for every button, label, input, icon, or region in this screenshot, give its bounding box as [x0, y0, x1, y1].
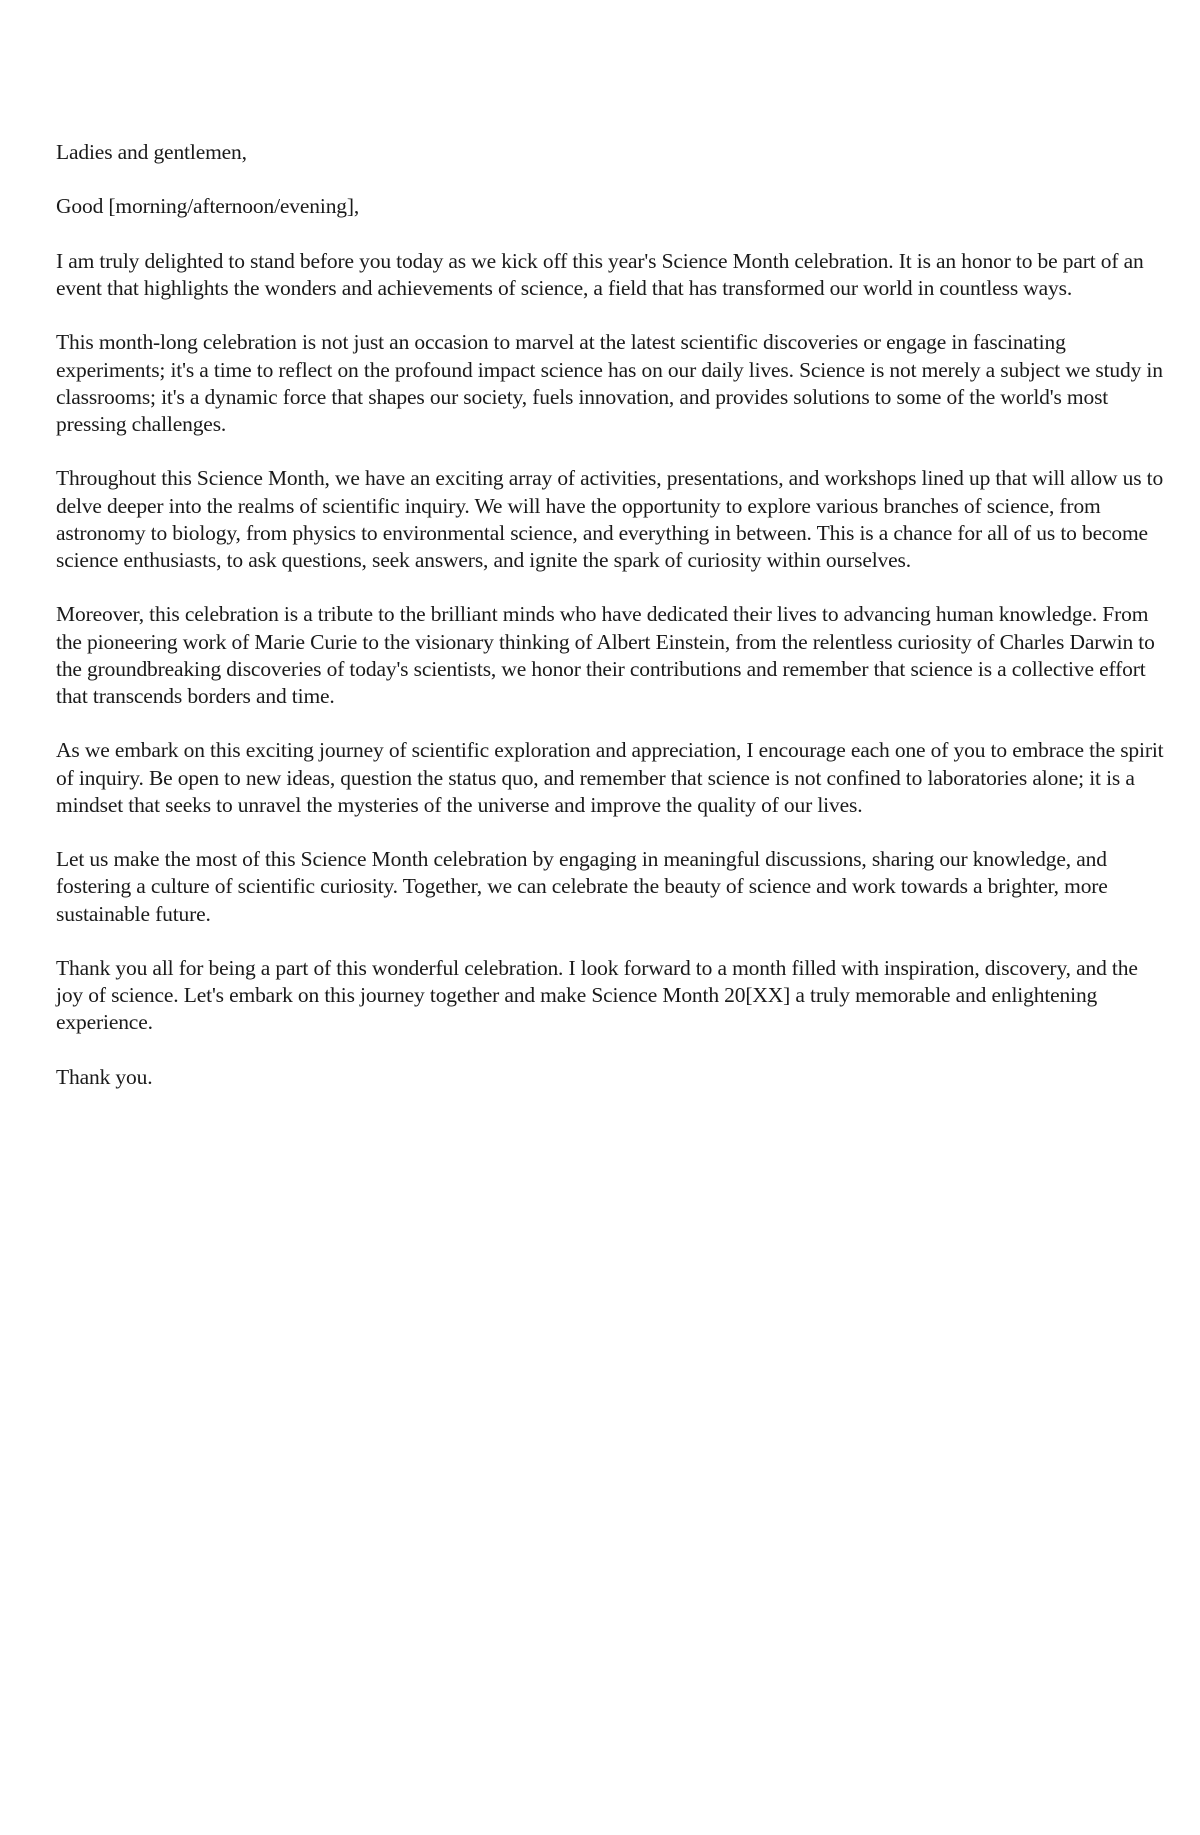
paragraph-thanks: Thank you all for being a part of this wonderful celebration. I look forward to a month filled with inspiration, discovery, and the joy of science. Let's embark on this journey together and make Science Month 20[XX] a truly memorable and enlightening experience. — [56, 955, 1138, 1035]
paragraph-encouragement: As we embark on this exciting journey of scientific exploration and appreciation, I encourage each one of you to embrace the spirit of inquiry. Be open to new ideas, question the status quo, and remember that science is not confined to laboratories alone; it is a mindset that seeks to unravel the mysteries of the universe and improve the quality of our lives. — [56, 738, 1164, 817]
paragraph-tribute: Moreover, this celebration is a tribute to the brilliant minds who have dedicated their lives to advancing human knowledge. From the pioneering work of Marie Curie to the visionary thinking of Albert Einstein, from the relentless curiosity of Charles Darwin to the groundbreaking discoveries of today's scientists, we honor their contributions and remember that science is a collective effort that transcends borders and time. — [56, 602, 1155, 708]
paragraph-impact: This month-long celebration is not just an occasion to marvel at the latest scientific discoveries or engage in fascinating experiments; it's a time to reflect on the profound impact science has on our daily lives. Science is not merely a subject we study in classrooms; it's a dynamic force that shapes our society, fuels innovation, and provides solutions to some of the world's most pressing challenges. — [56, 330, 1163, 436]
closing: Thank you. — [56, 1064, 153, 1089]
speech-document — [56, 139, 1166, 1118]
paragraph-activities: Throughout this Science Month, we have an exciting array of activities, presentations, and workshops lined up that will allow us to delve deeper into the realms of scientific inquiry. We will have the opportunity to explore various branches of science, from astronomy to biology, from physics to environmental science, and everything in between. This is a chance for all of us to become science enthusiasts, to ask questions, seek answers, and ignite the spark of curiosity within ourselves. — [56, 466, 1164, 572]
paragraph-opening: I am truly delighted to stand before you today as we kick off this year's Science Month celebration. It is an honor to be part of an event that highlights the wonders and achievements of science, a field that has transformed our world in countless ways. — [56, 248, 1144, 300]
greeting: Good [morning/afternoon/evening], — [56, 194, 360, 219]
salutation: Ladies and gentlemen, — [56, 140, 247, 164]
paragraph-call-to-action: Let us make the most of this Science Month celebration by engaging in meaningful discussions, sharing our knowledge, and fostering a culture of scientific curiosity. Together, we can celebrate the beauty of science and work towards a brighter, more sustainable future. — [56, 847, 1108, 926]
